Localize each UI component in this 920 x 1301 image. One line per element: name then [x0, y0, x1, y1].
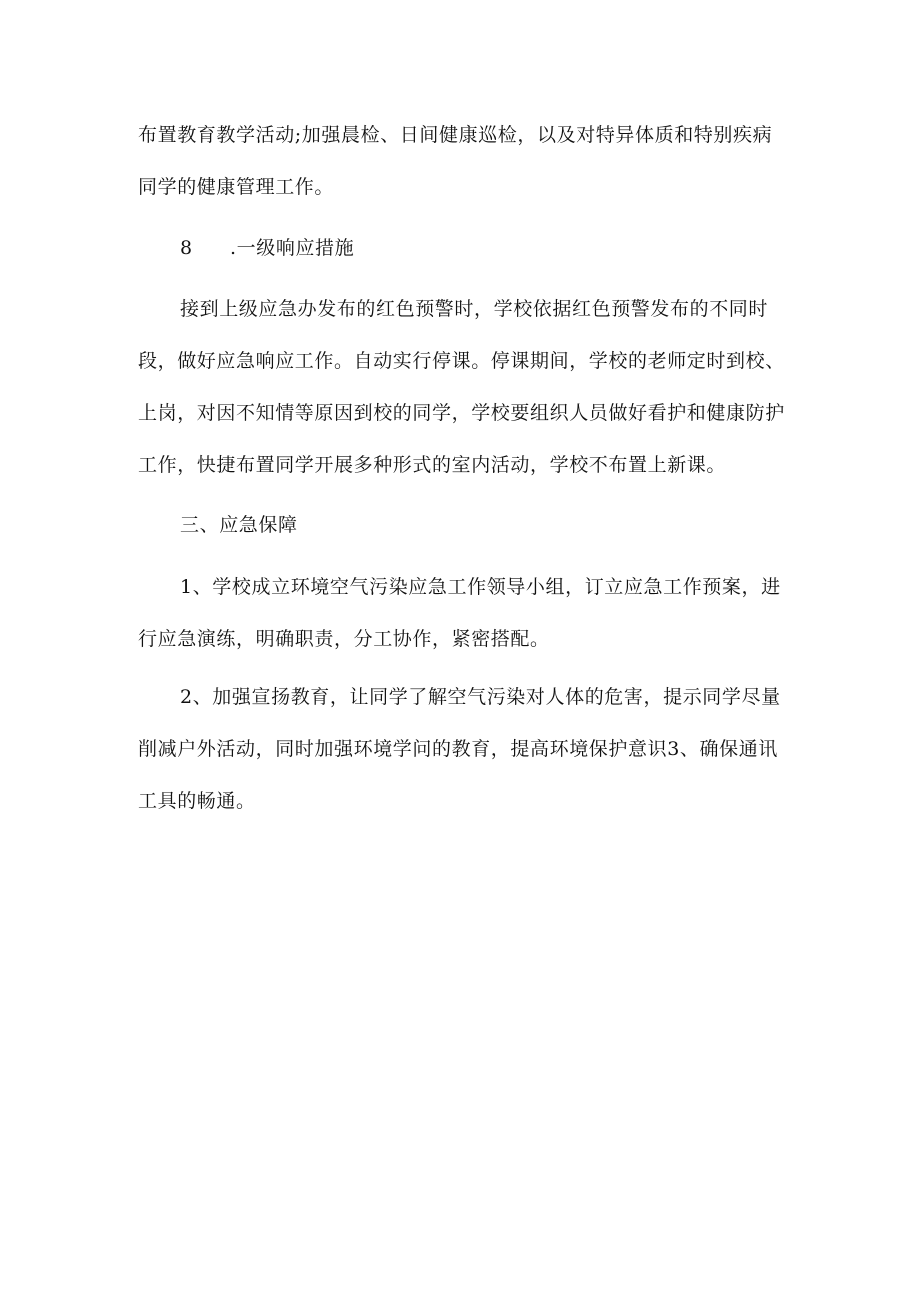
heading-number: 8 — [180, 237, 193, 259]
text-line: 工具的畅通。 — [138, 790, 256, 812]
text-line: 2、加强宣扬教育，让同学了解空气污染对人体的危害，提示同学尽量 — [180, 686, 781, 708]
heading-text: .一级响应措施 — [230, 237, 355, 259]
heading-text: 三、应急保障 — [180, 514, 298, 536]
text-line: 接到上级应急办发布的红色预警时，学校依据红色预警发布的不同时 — [180, 298, 769, 320]
paragraph-red-alert-response — [138, 283, 798, 491]
text-line: 同学的健康管理工作。 — [138, 176, 335, 198]
text-line: 段，做好应急响应工作。自动实行停课。停课期间，学校的老师定时到校、 — [138, 350, 785, 372]
text-line: 行应急演练，明确职责，分工协作，紧密搭配。 — [138, 628, 550, 650]
paragraph-publicity-education — [138, 671, 798, 827]
text-line: 1、学校成立环境空气污染应急工作领导小组，订立应急工作预案，进 — [180, 576, 781, 598]
text-line: 削减户外活动，同时加强环境学问的教育，提高环境保护意识3、确保通讯 — [138, 738, 778, 760]
section-heading-emergency-support — [138, 499, 840, 551]
section-heading-level-one-response — [138, 222, 840, 274]
paragraph-daily-health-checks — [138, 109, 798, 213]
text-line: 上岗，对因不知情等原因到校的同学，学校要组织人员做好看护和健康防护 — [138, 402, 785, 424]
paragraph-leadership-group — [138, 561, 798, 665]
text-line: 布置教育教学活动;加强晨检、日间健康巡检，以及对特异体质和特别疾病 — [138, 124, 773, 146]
text-line: 工作，快捷布置同学开展多种形式的室内活动，学校不布置上新课。 — [138, 454, 727, 476]
